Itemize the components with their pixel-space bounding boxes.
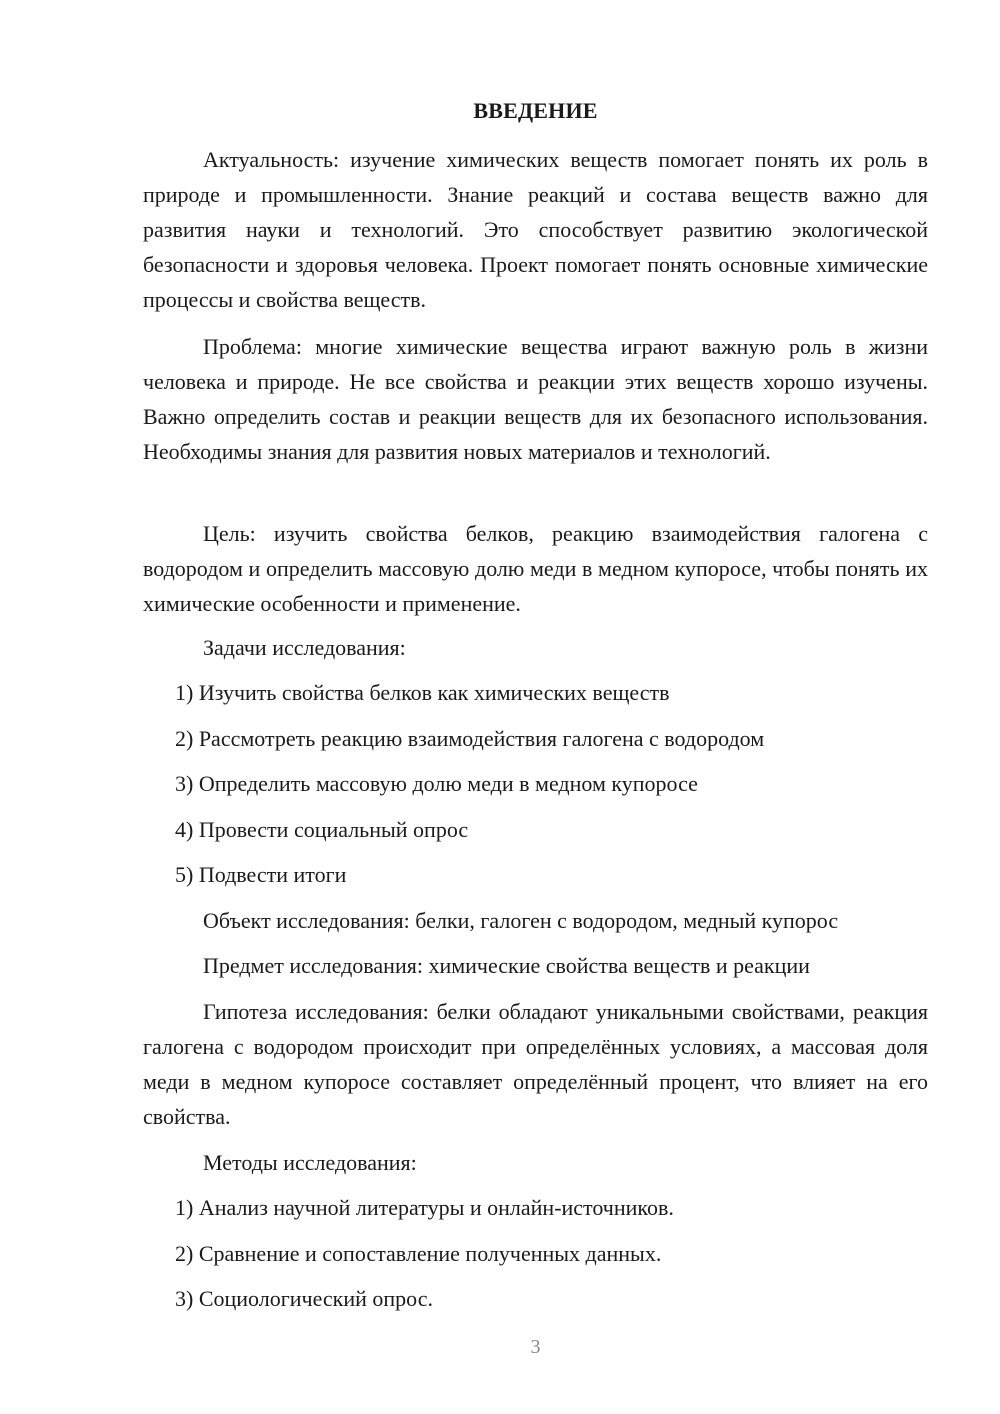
task-item: 4) Провести социальный опрос: [175, 817, 469, 842]
method-item: 1) Анализ научной литературы и онлайн-источников.: [175, 1195, 674, 1220]
method-item: 3) Социологический опрос.: [175, 1286, 433, 1311]
methods-heading: Методы исследования:: [203, 1150, 417, 1175]
task-item: 2) Рассмотреть реакцию взаимодействия галогена с водородом: [175, 726, 765, 751]
section-title: ВВЕДЕНИЕ: [473, 98, 598, 123]
method-item: 2) Сравнение и сопоставление полученных данных.: [175, 1241, 662, 1266]
task-item: 3) Определить массовую долю меди в медном купоросе: [175, 771, 698, 796]
task-item: 1) Изучить свойства белков как химических веществ: [175, 680, 670, 705]
object-line: Объект исследования: белки, галоген с водородом, медный купорос: [203, 908, 839, 933]
subject-line: Предмет исследования: химические свойства веществ и реакции: [203, 953, 810, 978]
tasks-heading: Задачи исследования:: [203, 635, 406, 660]
goal-paragraph: Цель: изучить свойства белков, реакцию взаимодействия галогена с водородом и определить массовую долю меди в медном купоросе, чтобы понять их химические особенности и применение.: [143, 521, 928, 616]
task-item: 5) Подвести итоги: [175, 862, 347, 887]
document-page: [143, 0, 928, 1414]
relevance-paragraph: Актуальность: изучение химических веществ помогает понять их роль в природе и промышленности. Знание реакций и состава веществ важно для развития науки и технологий. Это способствует развитию экологической безопасности и здоровья человека. Проект помогает понять основные химические процессы и свойства веществ.: [143, 147, 928, 312]
page-number: 3: [530, 1336, 541, 1358]
problem-paragraph: Проблема: многие химические вещества играют важную роль в жизни человека и природе. Не все свойства и реакции этих веществ хорошо изучены. Важно определить состав и реакции веществ для их безопасного использования. Необходимы знания для развития новых материалов и технологий.: [143, 334, 928, 464]
hypothesis-paragraph: Гипотеза исследования: белки обладают уникальными свойствами, реакция галогена с водородом происходит при определённых условиях, а массовая доля меди в медном купоросе составляет определённый процент, что влияет на его свойства.: [143, 999, 928, 1129]
